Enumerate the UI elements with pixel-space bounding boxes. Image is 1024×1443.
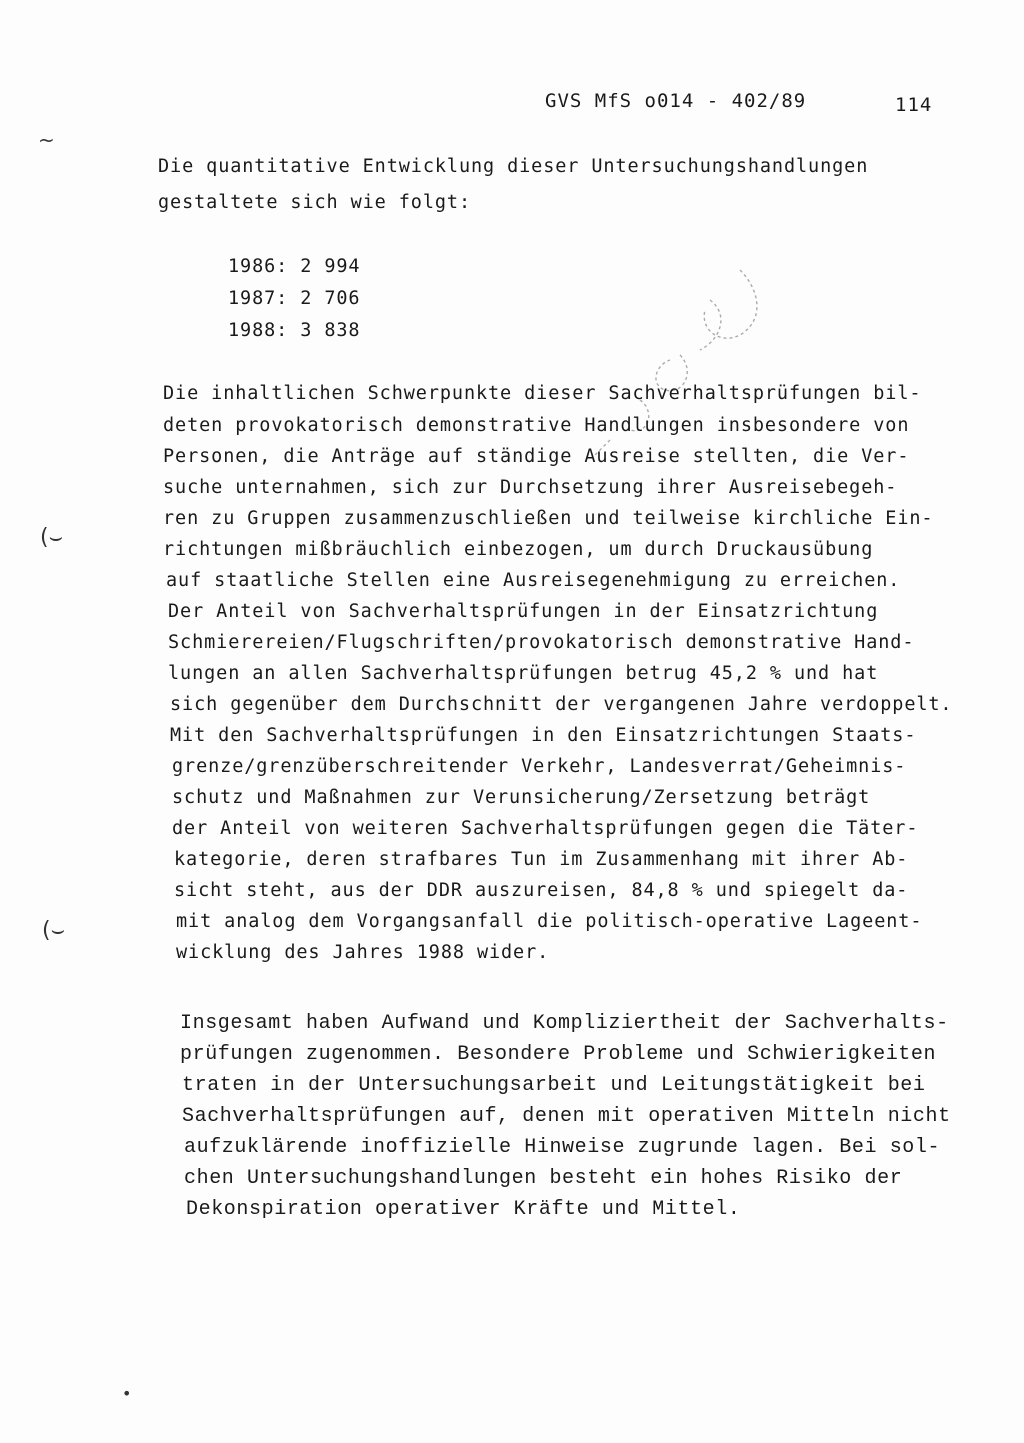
figure-year: 1987: bbox=[228, 288, 289, 309]
paragraph-line: sich gegenüber dem Durchschnitt der vergangenen Jahre verdoppelt. bbox=[170, 694, 953, 715]
paragraph-line: Sachverhaltsprüfungen auf, denen mit operativen Mitteln nicht bbox=[182, 1105, 951, 1128]
paragraph-line: Schmierereien/Flugschriften/provokatorisch demonstrative Hand- bbox=[168, 632, 915, 653]
paragraph-line: Insgesamt haben Aufwand und Kompliziertheit der Sachverhalts- bbox=[180, 1012, 949, 1035]
paragraph-line: sicht steht, aus der DDR auszureisen, 84,8 % und spiegelt da- bbox=[174, 880, 909, 901]
margin-check-mark-2: (⌣ bbox=[42, 918, 66, 943]
paragraph-line: auf staatliche Stellen eine Ausreisegenehmigung zu erreichen. bbox=[166, 570, 901, 591]
paragraph-line: chen Untersuchungshandlungen besteht ein hohes Risiko der bbox=[184, 1167, 903, 1190]
paragraph-line: traten in der Untersuchungsarbeit und Leitungstätigkeit bei bbox=[182, 1074, 926, 1097]
paragraph-line: Dekonspiration operativer Kräfte und Mittel. bbox=[186, 1198, 741, 1221]
paragraph-line: Personen, die Anträge auf ständige Ausreise stellten, die Ver- bbox=[163, 446, 910, 467]
figure-value: 3 838 bbox=[300, 320, 361, 341]
figure-row bbox=[228, 320, 360, 341]
intro-line-1: Die quantitative Entwicklung dieser Untersuchungshandlungen bbox=[158, 156, 869, 177]
paragraph-line: richtungen mißbräuchlich einbezogen, um durch Druckausübung bbox=[163, 539, 874, 560]
paragraph-line: Der Anteil von Sachverhaltsprüfungen in der Einsatzrichtung bbox=[168, 601, 879, 622]
paragraph-line: prüfungen zugenommen. Besondere Probleme und Schwierigkeiten bbox=[180, 1043, 937, 1066]
page-number: 114 bbox=[895, 94, 933, 116]
paragraph-line: lungen an allen Sachverhaltsprüfungen betrug 45,2 % und hat bbox=[168, 663, 879, 684]
paragraph-line: mit analog dem Vorgangsanfall die politisch-operative Lageent- bbox=[176, 911, 923, 932]
margin-dot-mark: • bbox=[122, 1384, 132, 1403]
intro-line-2: gestaltete sich wie folgt: bbox=[158, 192, 471, 213]
paragraph-line: Die inhaltlichen Schwerpunkte dieser Sachverhaltsprüfungen bil- bbox=[163, 383, 922, 404]
paragraph-line: suche unternahmen, sich zur Durchsetzung ihrer Ausreisebegeh- bbox=[163, 477, 898, 498]
paragraph-line: der Anteil von weiteren Sachverhaltsprüfungen gegen die Täter- bbox=[172, 818, 919, 839]
paragraph-line: aufzuklärende inoffizielle Hinweise zugrunde lagen. Bei sol- bbox=[184, 1136, 941, 1159]
figure-row bbox=[228, 256, 360, 277]
paragraph-line: Mit den Sachverhaltsprüfungen in den Einsatzrichtungen Staats- bbox=[170, 725, 917, 746]
margin-dash-mark: ~ bbox=[38, 128, 55, 152]
paragraph-line: kategorie, deren strafbares Tun im Zusammenhang mit ihrer Ab- bbox=[174, 849, 909, 870]
figure-value: 2 706 bbox=[300, 288, 361, 309]
figure-year: 1988: bbox=[228, 320, 289, 341]
margin-check-mark: (⌣ bbox=[40, 525, 64, 550]
document-reference: GVS MfS o014 - 402/89 bbox=[545, 90, 807, 112]
paragraph-line: ren zu Gruppen zusammenzuschließen und teilweise kirchliche Ein- bbox=[163, 508, 934, 529]
figure-year: 1986: bbox=[228, 256, 289, 277]
paragraph-line: schutz und Maßnahmen zur Verunsicherung/Zersetzung beträgt bbox=[172, 787, 871, 808]
figure-row bbox=[228, 288, 360, 309]
paragraph-line: deten provokatorisch demonstrative Handlungen insbesondere von bbox=[163, 415, 910, 436]
paragraph-line: wicklung des Jahres 1988 wider. bbox=[176, 942, 550, 963]
figure-value: 2 994 bbox=[300, 256, 361, 277]
paragraph-line: grenze/grenzüberschreitender Verkehr, Landesverrat/Geheimnis- bbox=[172, 756, 907, 777]
